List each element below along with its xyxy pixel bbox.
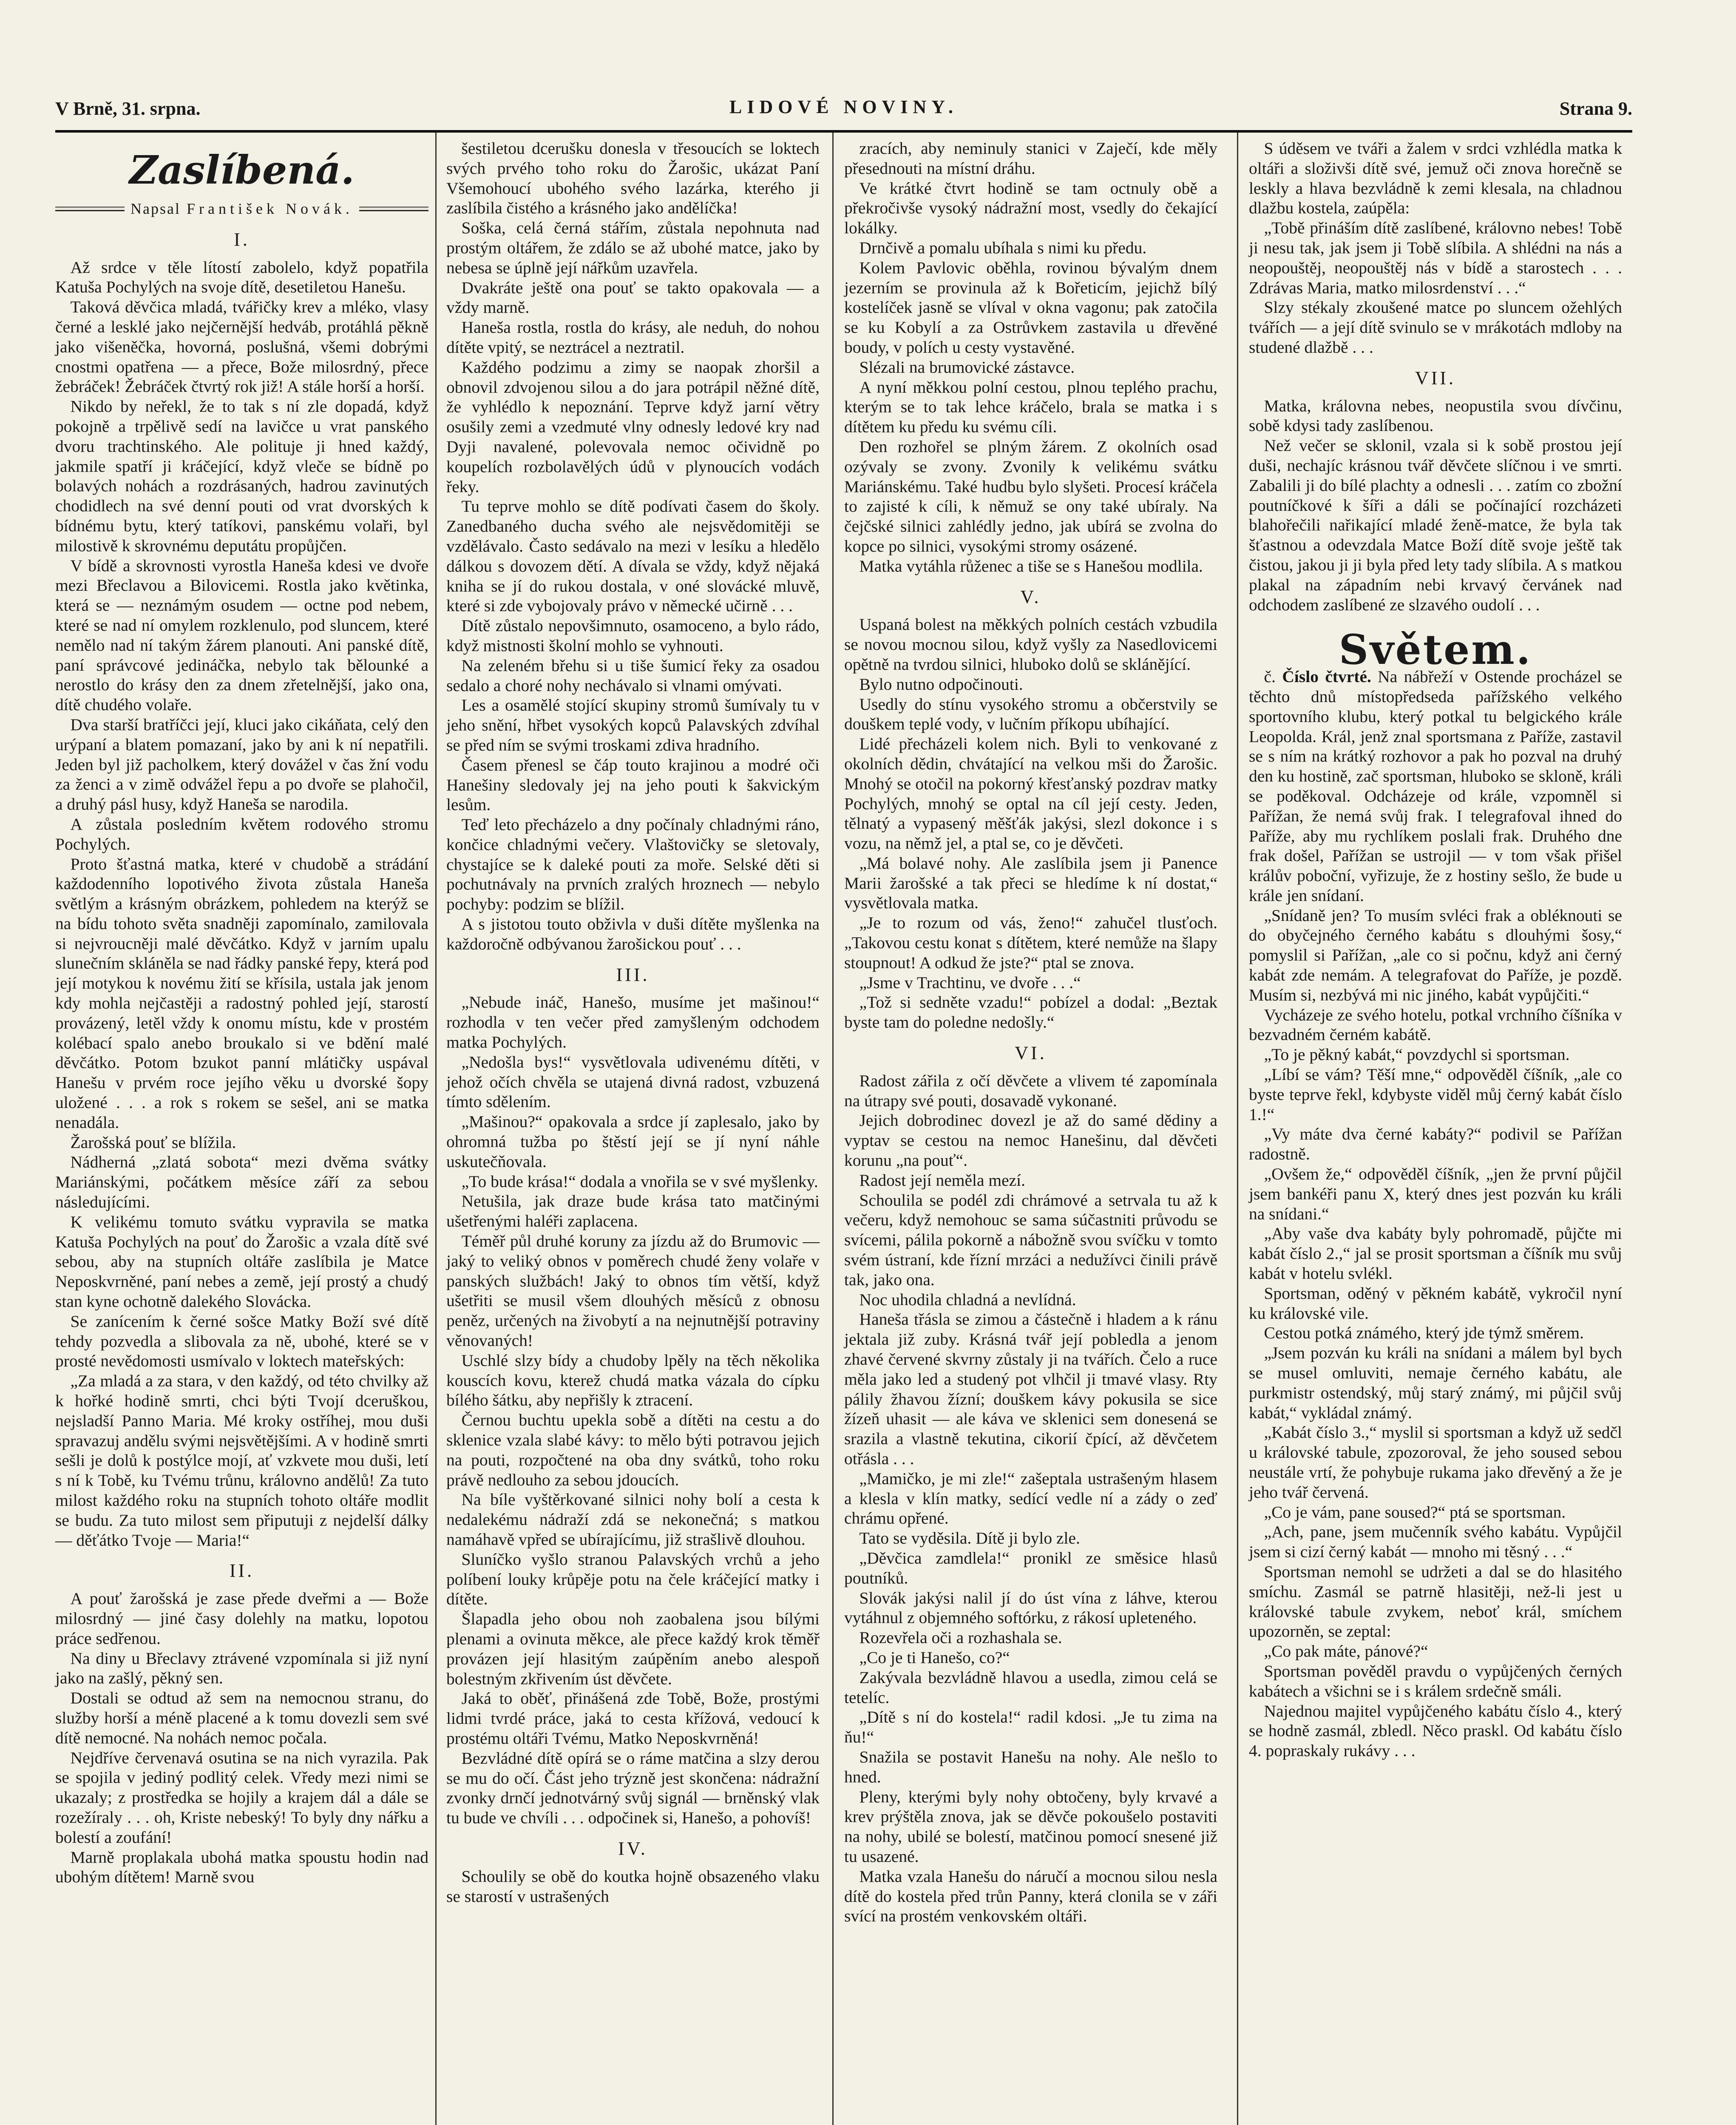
- article-paragraph: A s jistotou touto obživla v duši dítěte myšlenka na každoročně odbývanou žarošickou pouť . . .: [446, 915, 820, 953]
- svetem-first-paragraph: Na nábřeží v Ostende procházel se těchto dnů místopředseda pařížského velkého sportovního klubu, který potkal tu belgického krále Leopolda. Král, jenž znal sportsmana z Paříže, zastavil se s ním na krátký rozhovor a pak ho pozval na druhý den ku hostině, zač sportsman, hluboko se skloně, králi se poděkoval. Odcházeje od krále, vzpomněl si Pařížan, že nemá svůj frak. I telegrafoval ihned do Paříže, aby mu rychlíkem poslali frak. Druhého dne frak došel, Pařížan se ustrojil — v tom však přišel králův poboční, vyřizuje, že z hostiny sešlo, že bude u krále jen snídaní.: [1249, 667, 1623, 905]
- article-paragraph: Zakývala bezvládně hlavou a usedla, zimou celá se tetelíc.: [844, 1668, 1217, 1707]
- story-title: Zaslíbená.: [129, 147, 355, 193]
- article-paragraph: Teď leto přecházelo a dny počínaly chladnými ráno, končice chladnými večery. Vlaštovičky se sletovaly, chystajíce se k daleké pouti za moře. Selské děti si pochutnávaly na prvních zralých hroznech — nebylo pochyby: podzim se blížil.: [446, 815, 820, 914]
- article-paragraph: Pleny, kterými byly nohy obtočeny, byly krvavé a krev prýštěla znova, jak se děvče pokoušelo postaviti na nohy, ubilé se bolestí, matčinou pomocí snesené již tu usazené.: [844, 1787, 1217, 1866]
- article-paragraph: Sportsman, oděný v pěkném kabátě, vykročil nyní ku královské vile.: [1249, 1284, 1622, 1323]
- article-paragraph: Drnčivě a pomalu ubíhala s nimi ku předu.: [859, 238, 1147, 257]
- col2c-paragraphs: [446, 1867, 820, 1907]
- col1b-paragraphs: [55, 1589, 428, 1887]
- article-paragraph: Jejich dobrodinec dovezl je až do samé dědiny a vyptav se cestou na nemoc Hanešinu, dal děvčeti korunu „na pouť“.: [844, 1111, 1217, 1170]
- col2b-paragraphs: [446, 992, 820, 1828]
- col1-paragraphs: [55, 258, 428, 1550]
- article-paragraph: Tu teprve mohlo se dítě podívati časem do školy. Zanedbaného ducha svého ale nejsvědomitěji se vzdělávalo. Často sedávalo na mezi v lesíku a hledělo dálkou s dovozem dětí. A dívala se vždy, když nějaká kniha se jí do rukou dostala, v oné slovácké mluvě, které si zde vybojovaly právo v německé učirně . . .: [446, 497, 820, 615]
- col3c-paragraphs: [844, 1071, 1217, 1926]
- story-byline: [55, 199, 428, 219]
- article-paragraph: Nikdo by neřekl, že to tak s ní zle dopadá, když pokojně a trpělivě sedí na lavičce u vrat panského dvoru trachtinského. Ale polituje ji hned každý, jakmile spatří ji kráčející, když vleče se bídně po bolavých nohách a rozdrásaných, hadrou zavinutých chodidlech na své denní pouti od vrat dvorských k bídnému bytu, který tatíkovi, panskému volaři, byl milostivě k skrovnému deputátu propůjčen.: [55, 397, 428, 555]
- svetem-intro-label: č.: [1264, 667, 1276, 686]
- article-paragraph: Na zeleném břehu si u tiše šumicí řeky za osadou sedalo a choré nohy nechávalo si vlnami omývati.: [446, 656, 820, 695]
- article-paragraph: Les a osamělé stojící skupiny stromů šumívaly tu v jeho snění, hřbet vysokých kopců Palavských zdvíhal se před ním se svými troskami zdiva hradního.: [446, 696, 820, 754]
- article-paragraph: Najednou majitel vypůjčeného kabátu číslo 4., který se hodně zasmál, zbledl. Něco praskl. Od kabátu číslo 4. popraskaly rukávy . . .: [1249, 1701, 1622, 1760]
- article-paragraph: Se zanícením k černé sošce Matky Boží své dítě tehdy pozvedla a slibovala za ně, ubohé, které se v prosté nevědomosti usmívalo v loktech mateřských:: [55, 1312, 428, 1371]
- article-paragraph: Den rozhořel se plným žárem. Z okolních osad ozývaly se zvony. Zvonily k velikému svátku Mariánskému. Také hudbu bylo slyšeti. Procesí kráčela to zajisté k cíli, k němuž se ony také ubíraly. Na čejčské silnici zahlédly jedno, jak ubírá se zvolna do kopce po silnici, vysokými stromy osázené.: [844, 437, 1217, 555]
- article-paragraph: Dva starší bratříčci její, kluci jako cikáňata, celý den urýpaní a blatem pomazaní, jako by ani k ní nepatřili. Jeden byl již pacholkem, který dovážel v čas žní vodu za ženci a v zimě odvážel řepu a po dvoře se plahočil, a druhý pásl husy, když Haneša se narodila.: [55, 715, 428, 814]
- article-paragraph: „Aby vaše dva kabáty byly pohromadě, půjčte mi kabát číslo 2.,“ jal se prosit sportsman a číšník mu svůj kabát v hotelu svlékl.: [1249, 1224, 1622, 1283]
- column-4: [1249, 139, 1622, 1761]
- article-paragraph: Ve krátké čtvrt hodině se tam octnuly obě a překročivše vysoký nádražní most, vsedly do čekající lokálky.: [844, 178, 1217, 238]
- page-header: [55, 93, 1632, 128]
- article-paragraph: „Co je vám, pane soused?“ ptá se sportsman.: [1264, 1502, 1566, 1522]
- article-paragraph: Radost její neměla mezí.: [859, 1170, 1026, 1190]
- article-paragraph: Soška, celá černá stářím, zůstala nepohnuta nad prostým oltářem, že zdálo se až ubohé matce, jako by nebesa se úplně její nářkům uzavřela.: [446, 218, 820, 277]
- article-paragraph: Uschlé slzy bídy a chudoby lpěly na těch několika kouscích kovu, kterež chudá matka vázala do cípku bílého šátku, aby nepřišly k ztracení.: [446, 1351, 820, 1410]
- column-2: [446, 139, 820, 1906]
- article-paragraph: šestiletou dcerušku donesla v třesoucích se loktech svých prvého toho roku do Žarošic, ukázat Paní Všemohoucí ubohého svého lazárka, kterého ji zaslíbila čistého a krásného jako andělíčka!: [446, 139, 820, 218]
- article-paragraph: Sluníčko vyšlo stranou Palavských vrchů a jeho políbení louky krůpěje potu na čele kráčející matky i dítěte.: [446, 1550, 820, 1609]
- article-paragraph: Schoulila se podél zdi chrámové a setrvala tu až k večeru, když nemohouc se sama súčastniti průvodu se svícemi, pálila pokorně a nábožně svou svíčku v tomto svém ústraní, kde řízní mrzáci a nedužívci činili právě tak, jako ona.: [844, 1190, 1217, 1289]
- article-paragraph: Noc uhodila chladná a nevlídná.: [859, 1290, 1076, 1309]
- article-paragraph: Proto šťastná matka, které v chudobě a strádání každodenního lopotivého života zůstala Haneša světlým a krásným obrázkem, pohledem na kterýž se na bídu tohoto světa snadněji zapomínalo, zamilovala si nejvroucněji malé děvčátko. Když v jarním upalu slunečním skláněla se nad řádky panské řepy, která pod její motykou k novému žití se křísila, ustala jak jenom kdy mohla nejčastěji a radostný pohled její, starostí provázený, letěl vždy k onomu místu, kde v prostém kolébací spalo anebo broukalo si ve bdění malé děvčátko. Potom bzukot panní mlátičky uspával Hanešu v prvém roce jejího věku u dvorské šopy uložené . . . a rok s rokem se sešel, ani se matka nenadála.: [55, 854, 428, 1132]
- section-numeral: V.: [1020, 586, 1041, 607]
- article-paragraph: „Ovšem že,“ odpověděl číšník, „jen že první půjčil jsem bankéři panu X, který dnes jest pozván ku králi na snídani.“: [1249, 1164, 1622, 1223]
- article-paragraph: „Mašinou?“ opakovala a srdce jí zaplesalo, jako by ohromná tužba po štěstí její se jí nyní náhle uskutečňovala.: [446, 1112, 820, 1171]
- column-divider: [1237, 133, 1238, 2125]
- column-divider: [832, 133, 834, 2125]
- article-paragraph: „Dítě s ní do kostela!“ radil kdosi. „Je tu zima na ňu!“: [844, 1708, 1217, 1747]
- article-paragraph: „Mamičko, je mi zle!“ zašeptala ustrašeným hlasem a klesla v klín matky, sedící vedle ní a zády o zeď chrámu opřené.: [844, 1469, 1217, 1528]
- col3b-paragraphs: [844, 615, 1217, 1032]
- article-paragraph: Než večer se sklonil, vzala si k sobě prostou její duši, nechajíc krásnou tvář děvčete slíčnou i ve smrti. Zabalili ji do bílé plachty a odnesli . . . zatím co zbožní poutníčkové k šíři a dáli se počínající rozcházeti blahořečili nařikající mladé ženě-matce, že byla tak šťastnou a odevzdala Matce Boží dítě svoje ještě tak čistou, jakou ji ji byla před lety tady slíbila. A s matkou plakal na západním nebi krvavý červánek nad odchodem zaslíbené ze slzavého oudolí . . .: [1249, 436, 1622, 614]
- article-paragraph: „Nebude ináč, Hanešo, musíme jet mašinou!“ rozhodla v ten večer před zamyšleným odchodem matka Pochylých.: [446, 993, 820, 1052]
- article-paragraph: A pouť žarošská je zase přede dveřmi a — Bože milosrdný — jiné časy dolehly na matku, lopotou práce sedřenou.: [55, 1589, 428, 1648]
- section-numeral: VI.: [1015, 1043, 1047, 1064]
- article-paragraph: Dvakráte ještě ona pouť se takto opakovala — a vždy marně.: [446, 278, 820, 317]
- article-paragraph: K velikému tomuto svátku vypravila se matka Katuša Pochylých na pouť do Žarošic a vzala dítě své sebou, aby na stupních oltáře zaslíbila je Matce Neposkvrněné, paní nebes a země, její prostý a chudý stan kyne ochotně dalekého Slovácka.: [55, 1212, 428, 1311]
- article-paragraph: „Děvčica zamdlela!“ pronikl ze směsice hlasů poutníků.: [844, 1548, 1217, 1587]
- article-paragraph: „Co pak máte, pánové?“: [1264, 1642, 1428, 1661]
- article-paragraph: Marně proplakala ubohá matka spoustu hodin nad ubohým dítětem! Marně svou: [55, 1847, 428, 1887]
- article-paragraph: Slovák jakýsi nalil jí do úst vína z láhve, kterou vytáhnul z objemného softórku, z rákosí upleteného.: [844, 1588, 1217, 1627]
- article-paragraph: Dostali se odtud až sem na nemocnou stranu, do služby horší a méně placené a k tomu dovezli sem své dítě nemocné. Na nohách nemoc počala.: [55, 1689, 428, 1747]
- article-paragraph: Taková děvčica mladá, tvářičky krev a mléko, vlasy černé a lesklé jako nejčernější hedváb, protáhlá pěkně jako višeněčka, hovorná, poslušná, všemi dobrými cnostmi opatřena — a přece, Bože milosrdný, přece žebráček! Žebráček čtvrtý rok již! A stále horší a horší.: [55, 298, 428, 396]
- article-paragraph: „To bude krása!“ dodala a vnořila se v své myšlenky.: [461, 1172, 818, 1191]
- article-paragraph: „Snídaně jen? To musím svléci frak a obléknouti se do obyčejného černého kabátu s dlouhými šosy,“ pomyslil si Pařížan, „ale co si počnu, když ani černý kabát zde nemám. A telegrafovat do Paříže, je pozdě. Musím si, nezbývá mi nic jiného, kabát vypůjčiti.“: [1249, 906, 1622, 1004]
- article-paragraph: Vycházeje ze svého hotelu, potkal vrchního číšníka v bezvadném černém kabátě.: [1249, 1005, 1622, 1044]
- article-paragraph: Usedly do stínu vysokého stromu a občerstvily se douškem teplé vody, v lučním příkopu ubíhající.: [844, 694, 1217, 734]
- article-paragraph: „To je pěkný kabát,“ povzdychl si sportsman.: [1264, 1045, 1570, 1064]
- header-rule: [55, 130, 1632, 133]
- col4b-paragraphs: [1249, 396, 1622, 615]
- article-paragraph: Kolem Pavlovic oběhla, rovinou bývalým dnem jezerním se provinula až k Bořeticím, jejichž bílý kostelíček jasně se vlíval v okna vagonu; pak zatočila se ku Kobylí a za Ostrůvkem zastavila u dřevěné boudy, v polích u cesty vystavěné.: [844, 258, 1217, 357]
- article-paragraph: V bídě a skrovnosti vyrostla Haneša kdesi ve dvoře mezi Břeclavou a Bilovicemi. Rostla jako květinka, která se — neznámým osudem — octne pod nebem, které se nad ní omylem rozklenulo, pod sluncem, které nemělo nad ní takým žárem planouti. Ani panské dítě, paní správcové jedináčka, nebylo tak bělounké a nerostlo do krásy den za dnem zřetelnější, jako ona, dítě chudého volaře.: [55, 556, 428, 714]
- column-3: [844, 139, 1217, 1926]
- article-paragraph: „Vy máte dva černé kabáty?“ podivil se Pařížan radostně.: [1249, 1125, 1622, 1164]
- byline-rule-right: [359, 207, 428, 211]
- article-paragraph: Sportsman pověděl pravdu o vypůjčených černých kabátech a všichni se i s králem srdečně smáli.: [1249, 1661, 1622, 1700]
- article-paragraph: Téměř půl druhé koruny za jízdu až do Brumovic — jaký to veliký obnos v poměrech chudé ženy volaře v panských službách! Jaký to obnos tím větší, když ušetřiti se musil všem dlouhých měsíců z obnosu peněz, určených na živobytí a na nejnutnější potraviny věnovaných!: [446, 1232, 820, 1350]
- article-paragraph: A nyní měkkou polní cestou, plnou teplého prachu, kterým se to tak lehce kráčelo, brala se matka i s dítětem ku předu ku svému cíli.: [844, 377, 1217, 436]
- article-paragraph: Snažila se postavit Hanešu na nohy. Ale nešlo to hned.: [844, 1747, 1217, 1786]
- article-paragraph: Na diny u Břeclavy ztrávené vzpomínala si již nyní jako na zašlý, pěkný sen.: [55, 1649, 428, 1688]
- article-paragraph: Lidé přecházeli kolem nich. Byli to venkované z okolních dědin, chvátající na velkou mši do Žarošic. Mnohý se otočil na pokorný křesťanský pozdrav matky Pochylých, mnohý se optal na cíl její cesty. Jeden, tělnatý a vypasený měšťák jakýsi, slezl dokonce i s vozu, na němž jel, a ptal se, co je děvčeti.: [844, 734, 1217, 853]
- article-paragraph: Haneša rostla, rostla do krásy, ale neduh, do nohou dítěte vpitý, se neztrácel a neztratil.: [446, 318, 820, 357]
- article-paragraph: „Co je ti Hanešo, co?“: [859, 1648, 1010, 1667]
- article-paragraph: zracích, aby neminuly stanici v Zaječí, kde měly přesednouti na místní dráhu.: [844, 139, 1217, 178]
- byline-prefix: Napsal: [130, 200, 181, 217]
- article-paragraph: Matka vytáhla růženec a tiše se s Hanešou modlila.: [859, 556, 1203, 575]
- article-paragraph: Matka, královna nebes, neopustila svou dívčinu, sobě kdysi tady zaslíbenou.: [1249, 396, 1622, 435]
- article-paragraph: „Tož si sedněte vzadu!“ pobízel a dodal: „Beztak byste tam do poledne nedošly.“: [844, 993, 1217, 1032]
- article-paragraph: Haneša třásla se zimou a částečně i hladem a k ránu jektala již zuby. Krásná tvář její pobledla a jenom zhavé červené skvrny zůstaly ji na tvářích. Čelo a ruce měla jako led a studený pot vlhčil ji tmavé vlasy. Rty pálily žhavou žízní; douškem kávy pokusila se sice žízeň uhasit — ale káva ve sklenici sem donesená se srazila a vlastně tekutina, cikorií čpící, až děvčetem otřásla . . .: [844, 1310, 1217, 1468]
- article-paragraph: Každého podzimu a zimy se naopak zhoršil a obnovil zdvojenou silou a do jara potrápil něžné dítě, že vyhlédlo k nepoznání. Teprve když jarní větry osušily zemi a vzedmuté vlny odnesly ledové kry nad Dyji navalené, polevovala nemoc očividně po koupelích rozbolavělých údů v plynoucích vodách řeky.: [446, 357, 820, 496]
- byline-author: František Novák.: [187, 200, 353, 217]
- article-paragraph: „Ach, pane, jsem mučenník svého kabátu. Vypůjčil jsem si cizí černý kabát — mnoho mi těsný . . .“: [1249, 1522, 1622, 1561]
- svetem-heading: Světem.: [1339, 626, 1532, 674]
- article-paragraph: „Jsme v Trachtinu, ve dvoře . . .“: [859, 973, 1081, 992]
- header-masthead: LIDOVÉ NOVINY.: [729, 96, 958, 117]
- article-paragraph: Rozevřela oči a rozhashala se.: [859, 1628, 1062, 1647]
- article-paragraph: „Líbí se vám? Těší mne,“ odpověděl číšník, „ale co byste teprve řekl, kdybyste viděl můj černý kabát číslo 1.!“: [1249, 1065, 1622, 1124]
- section-numeral: I.: [234, 229, 250, 250]
- article-paragraph: Slézali na brumovické zástavce.: [859, 357, 1075, 377]
- article-paragraph: Slzy stékaly zkoušené matce po sluncem ožehlých tvářích — a její dítě svinulo se v mrákotách mdloby na studené dlažbě . . .: [1249, 298, 1622, 357]
- section-numeral: VII.: [1415, 367, 1456, 388]
- section-numeral: II.: [229, 1560, 255, 1581]
- article-paragraph: Schoulily se obě do koutka hojně obsazeného vlaku se starostí v ustrašených: [446, 1867, 820, 1906]
- article-paragraph: „Jsem pozván ku králi na snídani a málem byl bych se musel omluviti, nemaje černého kabátu, ale purkmistr ostendský, můj starý známý, mi půjčil svůj kabát,“ vykládal známý.: [1249, 1343, 1622, 1422]
- article-paragraph: „Tobě přináším dítě zaslíbené, královno nebes! Tobě ji nesu tak, jak jsem ji Tobě slíbila. A shlédni na nás a neopouštěj, neopouštěj nás v bídě a starostech . . . Zdrávas Maria, matko milosrdenství . . .“: [1249, 218, 1622, 297]
- article-paragraph: A zůstala posledním květem rodového stromu Pochylých.: [55, 814, 428, 853]
- article-paragraph: Bezvládné dítě opírá se o ráme matčina a slzy derou se mu do očí. Část jeho trýzně jest skončena: nádražní zvonky drnčí jednotvárný svůj signál — brněnský vlak tu bude ve chvíli . . . odpočinek si, Hanešo, a pohovíš!: [446, 1748, 820, 1828]
- article-paragraph: „Nedošla bys!“ vysvětlovala udivenému dítěti, v jehož očích chvěla se utajená divná radost, vzbuzená tímto sdělením.: [446, 1052, 820, 1111]
- section-numeral: III.: [616, 964, 650, 985]
- article-paragraph: „Je to rozum od vás, ženo!“ zahučel tlusťoch. „Takovou cestu konat s dítětem, které nemůže na šlapy stoupnout! A odkud že jste?“ ptal se znova.: [844, 913, 1217, 972]
- svetem-intro: [1249, 667, 1622, 906]
- article-paragraph: „Má bolavé nohy. Ale zaslíbila jsem ji Panence Marii žarošské a tak přeci se hledíme k ní dostat,“ vysvětlovala matka.: [844, 853, 1217, 912]
- article-paragraph: Na bíle vyštěrkované silnici nohy bolí a cesta k nedalekému nádraží zdá se nekonečná; s matkou namáhavě vpřed se ubírajícímu, již strašlivě dlouhou.: [446, 1490, 820, 1549]
- article-paragraph: Žarošská pouť se blížila.: [70, 1133, 236, 1152]
- article-paragraph: „Za mladá a za stara, v den každý, od této chvilky až k hořké hodině smrti, chci býti Tvojí dceruškou, nejsladší Panno Maria. Mé kroky ostříhej, mou duši spravazuj andělu svými nejsvětějšími. A v hodině smrti sešli je dolů k postýlce mojí, ať vzkvete mou duši, letí s ní k Tobě, ku Tvému trůnu, královno andělů! Za tuto milost každého roku na stupních tohoto oltáře modlit se budu. Za tuto milost sem připutuji z nejdelší dálky — děťátko Tvoje — Maria!“: [55, 1371, 428, 1550]
- article-paragraph: Černou buchtu upekla sobě a dítěti na cestu a do sklenice vzala slabé kávy: to mělo býti potravou jejich na pouti, rozpočtené na oba dny svátků, toho roku právě nedlouho za sebou jdoucích.: [446, 1411, 820, 1489]
- article-paragraph: Až srdce v těle lítostí zabolelo, když popatřila Katuša Pochylých na svoje dítě, desetiletou Hanešu.: [55, 258, 428, 297]
- article-paragraph: S úděsem ve tváři a žalem v srdci vzhlédla matka k oltáři a složivši dítě své, jemuž oči znova horečně se leskly a hlava bezvládně k zemi klesala, na chladnou dlažbu kostela, zaúpěla:: [1249, 139, 1622, 218]
- svetem-subhead: Číslo čtvrté.: [1282, 667, 1371, 686]
- column-1: [55, 139, 428, 1887]
- svetem-paragraphs: [1249, 906, 1622, 1761]
- article-paragraph: Netušila, jak draze bude krása tato matčinými ušetřenými haléři zaplacena.: [446, 1192, 820, 1231]
- article-paragraph: Matka vzala Hanešu do náručí a mocnou silou nesla dítě do kostela před trůn Panny, která clonila se v záři svící na prostém venkovském oltáři.: [844, 1867, 1217, 1926]
- byline-rule-left: [55, 207, 125, 211]
- col4-paragraphs: [1249, 139, 1622, 357]
- article-paragraph: Tato se vyděsila. Dítě ji bylo zle.: [859, 1529, 1080, 1548]
- article-paragraph: „Kabát číslo 3.,“ myslil si sportsman a když už sedčl u královské tabule, zpozoroval, že jeho soused sebou neustále vrtí, že pohybuje rukama jako dřevěný a že je jeho tvář červená.: [1249, 1423, 1622, 1502]
- article-paragraph: Sportsman nemohl se udržeti a dal se do hlasitého smíchu. Zasmál se patrně hlasitěji, než-li jest u královské tabule zvykem, neboť král, smíchem upozorněn, se zeptal:: [1249, 1562, 1622, 1641]
- header-date: V Brně, 31. srpna.: [55, 98, 201, 119]
- article-paragraph: Časem přenesl se čáp touto krajinou a modré oči Hanešiny sledovaly jej na jeho pouti k šakvickým lesům.: [446, 755, 820, 814]
- article-paragraph: Dítě zůstalo nepovšimnuto, osamoceno, a bylo rádo, když mistnosti školní mohlo se vyhnouti.: [446, 616, 820, 655]
- column-divider: [435, 133, 437, 2125]
- article-paragraph: Nádherná „zlatá sobota“ mezi dvěma svátky Mariánskými, počátkem měsíce září za sebou následujícími.: [55, 1153, 428, 1212]
- article-paragraph: Nejdříve červenavá osutina se na nich vyrazila. Pak se spojila v jediný podlitý celek. Vředy mezi nimi se ukazaly; z prostředka se hojily a krajem dál a dále se rozežíraly . . . oh, Kriste nebeský! To byly dny nářku a bolestí a zoufání!: [55, 1748, 428, 1847]
- article-paragraph: Uspaná bolest na měkkých polních cestách vzbudila se novou mocnou silou, když vyšly za Nasedlovicemi opětně na tvrdou silnici, hluboko dolů se sklánějící.: [844, 615, 1217, 674]
- section-numeral: IV.: [618, 1838, 648, 1859]
- article-paragraph: Šlapadla jeho obou noh zaobalena jsou bílými plenami a ovinuta měkce, ale přece každý krok těměř provázen její hlasitým zaúpěním anebo alespoň bolestným zkřivením úst děvčete.: [446, 1609, 820, 1688]
- article-paragraph: Jaká to oběť, přinášená zde Tobě, Bože, prostými lidmi tvrdé práce, jaká to cesta křížová, vedoucí k prostému oltáři Tvému, Matko Neposkvrněná!: [446, 1689, 820, 1748]
- col3-paragraphs: [844, 139, 1217, 576]
- article-paragraph: Bylo nutno odpočinouti.: [859, 674, 1023, 694]
- article-paragraph: Cestou potká známého, který jde týmž směrem.: [1264, 1323, 1584, 1343]
- article-paragraph: Radost zářila z očí děvčete a vlivem té zapomínala na útrapy své pouti, dosavadě vykonané.: [844, 1071, 1217, 1110]
- header-page-number: Strana 9.: [1559, 98, 1632, 119]
- col2-paragraphs: [446, 139, 820, 954]
